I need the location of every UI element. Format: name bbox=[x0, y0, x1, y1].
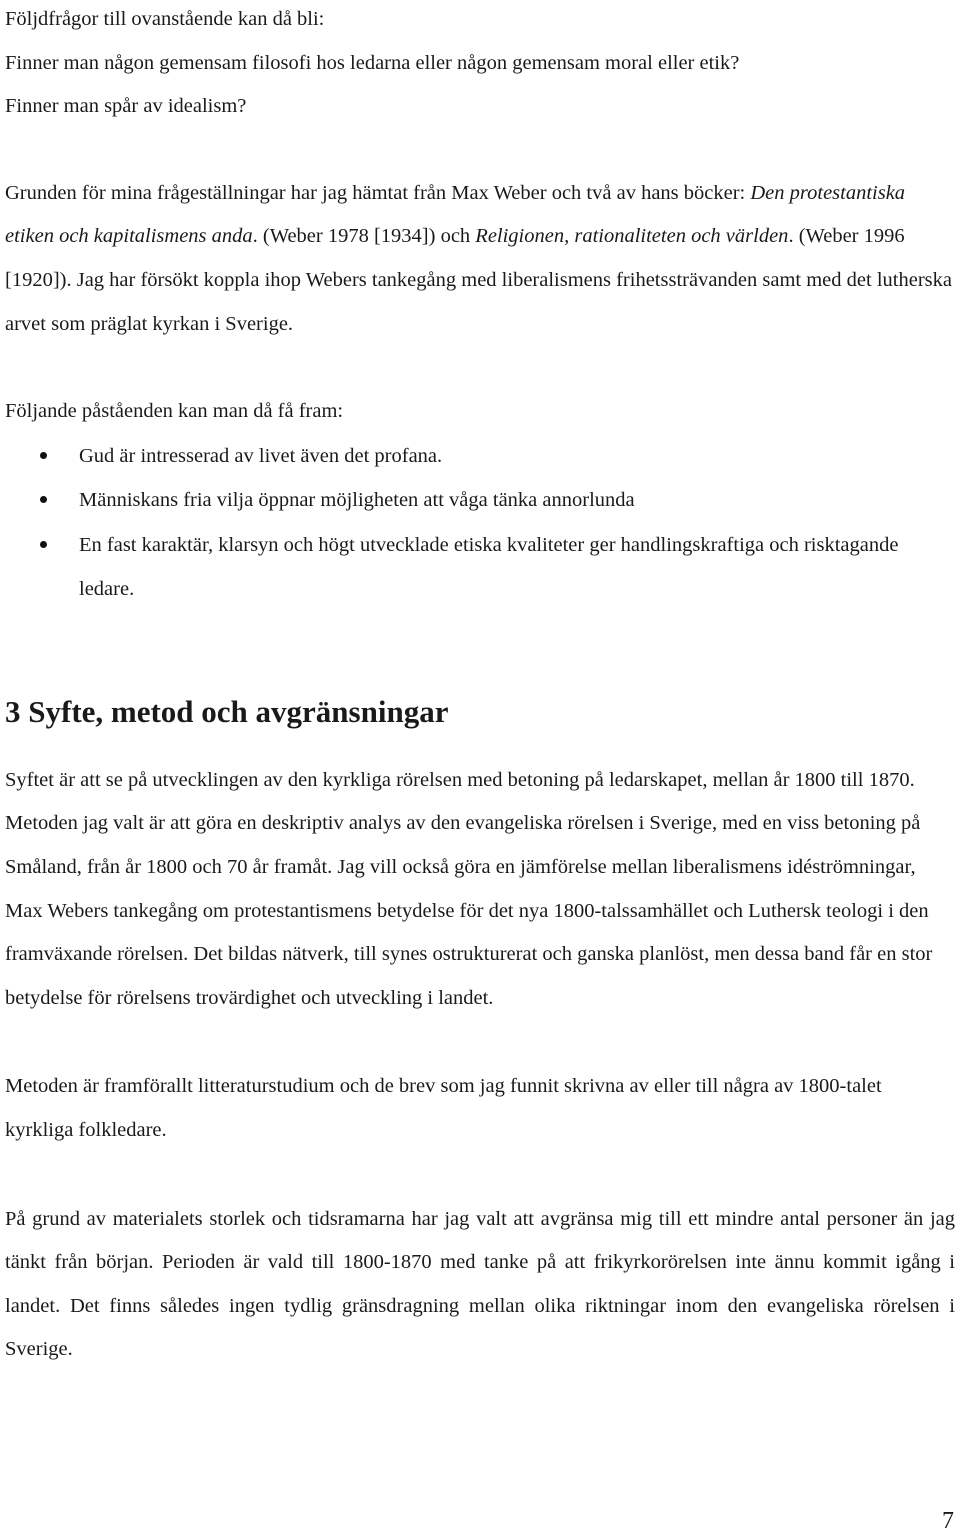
document-page bbox=[5, 0, 955, 1372]
section-paragraph-purpose: Syftet är att se på utvecklingen av den kyrkliga rörelsen med betoning på ledarskapet, mellan år 1800 till 1870. Metoden jag valt är att göra en deskriptiv analys av den evangeliska rörelsen i Sverige, med en viss betoning på Småland, från år 1800 och 70 år framåt. Jag vill också göra en jämförelse mellan liberalismens idéströmningar, Max Webers tankegång om protestantismens betydelse för det nya 1800-talssamhället och Luthersk teologi i den framväxande rörelsen. Det bildas nätverk, till synes ostrukturerat och ganska planlöst, men dessa band får en stor betydelse för rörelsens trovärdighet och utveckling i landet. bbox=[5, 768, 933, 1009]
claims-intro: Följande påståenden kan man då få fram: bbox=[5, 400, 344, 423]
list-item bbox=[5, 434, 955, 479]
claim-text: Människans fria vilja öppnar möjligheten att våga tänka annorlunda bbox=[79, 489, 635, 512]
claim-text: Gud är intresserad av livet även det profana. bbox=[79, 444, 443, 467]
section-heading: 3 Syfte, metod och avgränsningar bbox=[5, 693, 449, 729]
grounds-text-2: . (Weber 1978 [1934]) och bbox=[252, 225, 476, 248]
bullet-icon bbox=[40, 452, 47, 459]
bullet-icon bbox=[40, 541, 47, 548]
followup-question-2: Finner man spår av idealism? bbox=[5, 95, 247, 118]
list-item bbox=[5, 478, 955, 523]
section-paragraph-delimitation: På grund av materialets storlek och tidsramarna har jag valt att avgränsa mig till ett mindre antal personer än jag tänkt från början. Perioden är vald till 1800-1870 med tanke på att frikyrkorörelsen inte ännu kommit igång i landet. Det finns således ingen tydlig gränsdragning mellan olika riktningar inom den evangeliska rörelsen i Sverige. bbox=[5, 1207, 955, 1361]
book-title-religion-rationality: Religionen, rationaliteten och världen bbox=[475, 225, 789, 248]
grounds-text-1: Grunden för mina frågeställningar har jag hämtat från Max Weber och två av hans böcker: bbox=[5, 181, 751, 204]
claims-list bbox=[5, 434, 955, 612]
book-title-protestant-ethic: Den protestantiska etiken och kapitalismens anda bbox=[5, 181, 906, 248]
followup-intro: Följdfrågor till ovanstående kan då bli: bbox=[5, 8, 325, 30]
followup-question-1: Finner man någon gemensam filosofi hos ledarna eller någon gemensam moral eller etik? bbox=[5, 51, 740, 74]
claim-text: En fast karaktär, klarsyn och högt utvecklade etiska kvaliteter ger handlingskraftiga och risktagande ledare. bbox=[79, 533, 899, 601]
list-item bbox=[5, 523, 955, 612]
grounds-paragraph bbox=[5, 172, 955, 346]
grounds-text-3: . (Weber 1996 [1920]). Jag har försökt koppla ihop Webers tankegång med liberalismens frihetssträvanden samt med det lutherska arvet som präglat kyrkan i Sverige. bbox=[5, 225, 952, 335]
bullet-icon bbox=[40, 496, 47, 503]
page-number: 7 bbox=[942, 1508, 954, 1534]
section-paragraph-method: Metoden är framförallt litteraturstudium och de brev som jag funnit skrivna av eller till några av 1800-talet kyrkliga folkledare. bbox=[5, 1075, 882, 1141]
